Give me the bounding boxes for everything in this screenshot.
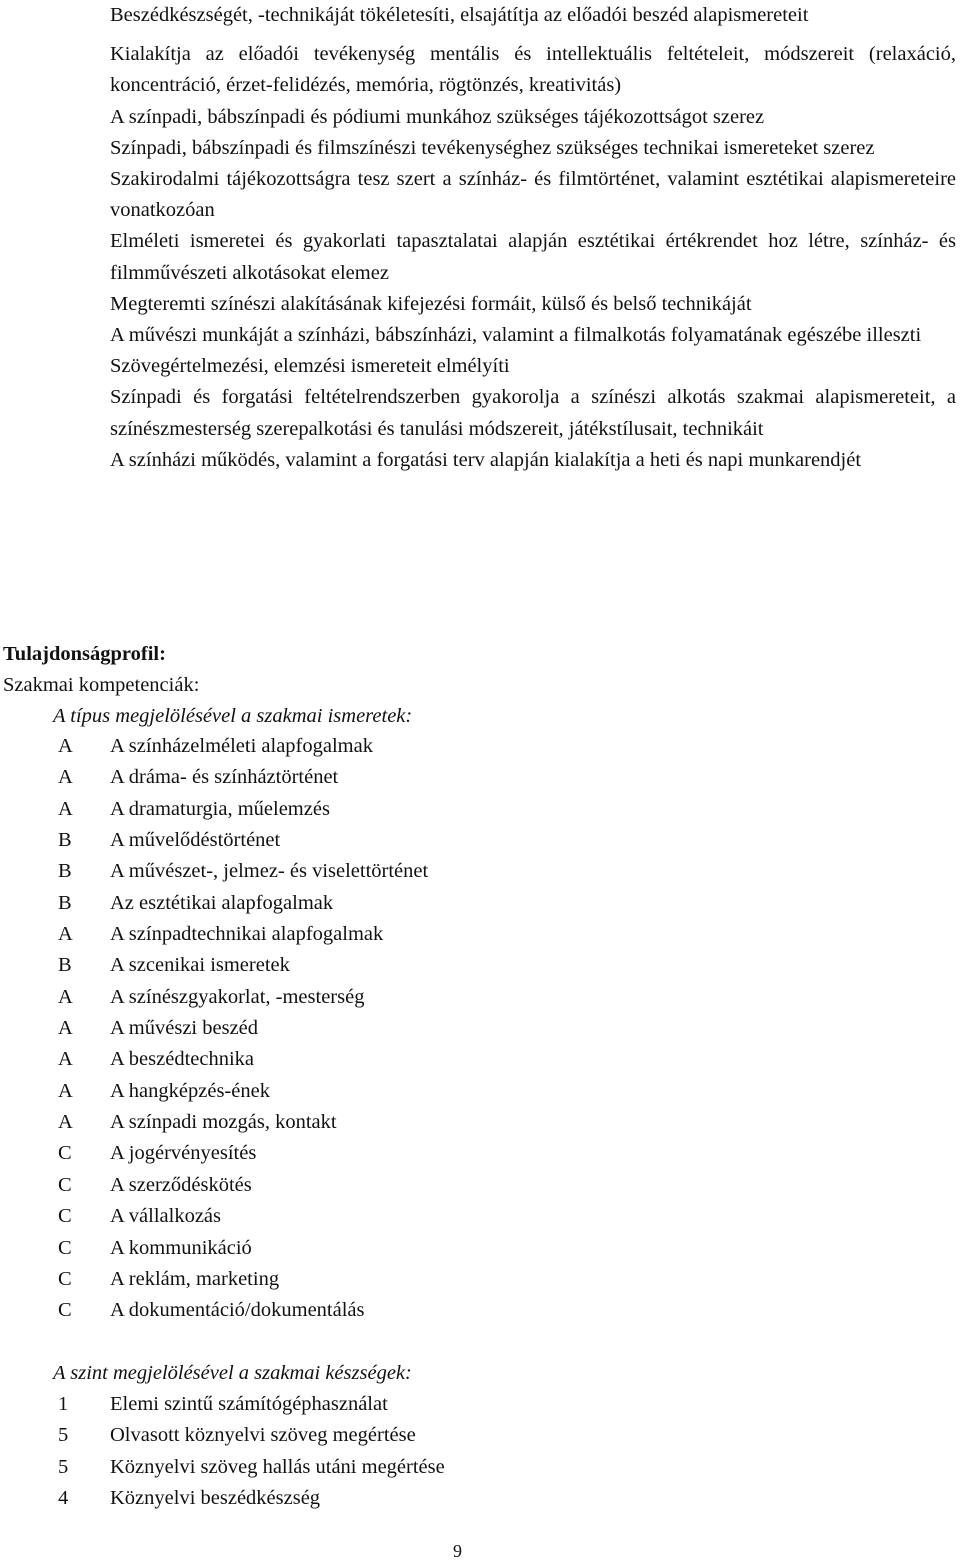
list-item	[0, 731, 900, 762]
type-code: B	[58, 829, 72, 852]
type-code: C	[58, 1142, 72, 1165]
list-item	[0, 1076, 900, 1107]
type-code: C	[58, 1236, 72, 1259]
profile-subheading: Szakmai kompetenciák:	[3, 674, 200, 696]
item-label: A színpadtechnikai alapfogalmak	[110, 923, 384, 946]
level-code: 5	[58, 1424, 69, 1447]
item-label: A kommunikáció	[110, 1236, 252, 1259]
item-label: A szerződéskötés	[110, 1173, 252, 1196]
list-item	[0, 1264, 900, 1295]
type-code: A	[58, 1017, 73, 1040]
skills-list	[0, 1389, 900, 1514]
list-item	[0, 1138, 900, 1169]
competency-item: Színpadi, bábszínpadi és filmszínészi tevékenységhez szükséges technikai ismereteket szerez	[110, 136, 875, 159]
list-item	[0, 982, 900, 1013]
item-label: A színházelméleti alapfogalmak	[110, 735, 373, 757]
item-label: A színpadi mozgás, kontakt	[110, 1111, 337, 1134]
type-code: B	[58, 954, 72, 977]
knowledge-list	[0, 731, 900, 1327]
competency-item: Kialakítja az előadói tevékenység mentális és intellektuális feltételeit, módszereit (relaxáció, koncentráció, érzet-felidézés, memória, rögtönzés, kreativitás)	[110, 43, 956, 97]
item-label: A színészgyakorlat, -mesterség	[110, 985, 365, 1008]
item-label: A reklám, marketing	[110, 1267, 280, 1290]
list-item	[0, 825, 900, 856]
type-code: C	[58, 1299, 72, 1322]
type-code: A	[58, 735, 73, 757]
item-label: A hangképzés-ének	[110, 1079, 270, 1102]
type-code: A	[58, 1048, 73, 1071]
item-label: A dráma- és színháztörténet	[110, 766, 339, 789]
list-item	[0, 1013, 900, 1044]
type-code: B	[58, 860, 72, 883]
page-number: 9	[453, 1541, 462, 1561]
competency-item: A színpadi, bábszínpadi és pódiumi munkához szükséges tájékozottságot szerez	[110, 105, 765, 128]
level-code: 5	[58, 1455, 69, 1478]
type-code: C	[58, 1267, 72, 1290]
item-label: Köznyelvi beszédkészség	[110, 1487, 321, 1510]
item-label: A beszédtechnika	[110, 1048, 255, 1071]
type-code: C	[58, 1205, 72, 1228]
type-code: A	[58, 797, 73, 820]
item-label: A jogérvényesítés	[110, 1142, 257, 1165]
item-label: Elemi szintű számítógéphasználat	[110, 1393, 388, 1415]
list-item	[0, 762, 900, 793]
type-code: B	[58, 891, 72, 914]
list-item	[0, 794, 900, 825]
list-item	[0, 1044, 900, 1075]
competency-item: A művészi munkáját a színházi, bábszínházi, valamint a filmalkotás folyamatának egészébe illeszti	[110, 324, 922, 347]
item-label: A művészet-, jelmez- és viselettörténet	[110, 860, 429, 883]
list-item	[0, 919, 900, 950]
type-code: A	[58, 766, 73, 789]
item-label: Köznyelvi szöveg hallás utáni megértése	[110, 1455, 445, 1478]
competency-list	[110, 0, 956, 476]
type-code: C	[58, 1173, 72, 1196]
list-item	[0, 1170, 900, 1201]
list-item	[0, 1201, 900, 1232]
level-code: 4	[58, 1487, 69, 1510]
list-item	[0, 1295, 900, 1326]
skills-title: A szint megjelölésével a szakmai készségek:	[53, 1362, 412, 1384]
competency-item: Színpadi és forgatási feltételrendszerben gyakorolja a színészi alkotás szakmai alapismereteit, a színészmesterség szerepalkotási és tanulási módszereit, játékstílusait, technikáit	[110, 386, 956, 440]
profile-heading: Tulajdonságprofil:	[3, 643, 166, 665]
competency-item: Beszédkészségét, -technikáját tökéletesíti, elsajátítja az előadói beszéd alapismereteit	[110, 4, 809, 26]
list-item	[0, 1452, 900, 1483]
item-label: Olvasott köznyelvi szöveg megértése	[110, 1424, 416, 1447]
knowledge-title: A típus megjelölésével a szakmai ismeretek:	[53, 705, 413, 727]
list-item	[0, 1107, 900, 1138]
list-item	[0, 856, 900, 887]
list-item	[0, 950, 900, 981]
item-label: A művelődéstörténet	[110, 829, 281, 852]
type-code: A	[58, 1111, 73, 1134]
type-code: A	[58, 1079, 73, 1102]
list-item	[0, 1233, 900, 1264]
type-code: A	[58, 985, 73, 1008]
item-label: A dramaturgia, műelemzés	[110, 797, 330, 820]
list-item	[0, 1420, 900, 1451]
item-label: A szcenikai ismeretek	[110, 954, 290, 977]
competency-item: Megteremti színészi alakításának kifejezési formáit, külső és belső technikáját	[110, 292, 752, 315]
item-label: A művészi beszéd	[110, 1017, 259, 1040]
level-code: 1	[58, 1393, 69, 1415]
item-label: Az esztétikai alapfogalmak	[110, 891, 334, 914]
item-label: A vállalkozás	[110, 1205, 222, 1228]
list-item	[0, 1483, 900, 1514]
competency-item: Elméleti ismeretei és gyakorlati tapasztalatai alapján esztétikai értékrendet hoz létre, színház- és filmművészeti alkotásokat elemez	[110, 230, 956, 284]
competency-item: A színházi működés, valamint a forgatási terv alapján kialakítja a heti és napi munkarendjét	[110, 448, 862, 471]
list-item	[0, 888, 900, 919]
list-item	[0, 1389, 900, 1420]
item-label: A dokumentáció/dokumentálás	[110, 1299, 365, 1322]
competency-item: Szakirodalmi tájékozottságra tesz szert a színház- és filmtörténet, valamint esztétikai alapismereteire vonatkozóan	[110, 168, 956, 222]
competency-item: Szövegértelmezési, elemzési ismereteit elmélyíti	[110, 355, 510, 378]
type-code: A	[58, 923, 73, 946]
